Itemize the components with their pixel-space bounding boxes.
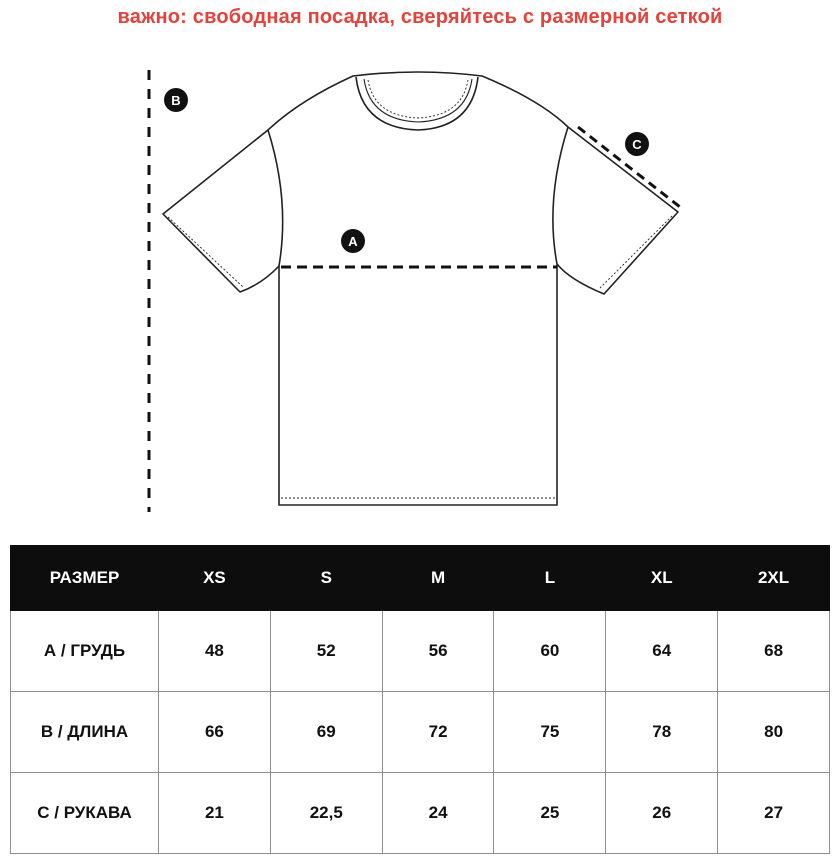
header-size-label: РАЗМЕР (11, 546, 159, 611)
header-size-xs: XS (159, 546, 271, 611)
table-cell: 60 (494, 611, 606, 692)
header-size-s: S (270, 546, 382, 611)
table-cell: 78 (606, 692, 718, 773)
marker-c-badge (625, 132, 649, 156)
header-size-l: L (494, 546, 606, 611)
table-cell: 27 (718, 773, 830, 854)
row-label-chest: А / ГРУДЬ (11, 611, 159, 692)
table-cell: 80 (718, 692, 830, 773)
table-cell: 72 (382, 692, 494, 773)
row-label-length: В / ДЛИНА (11, 692, 159, 773)
size-chart-table (10, 545, 830, 854)
table-cell: 64 (606, 611, 718, 692)
table-cell: 21 (159, 773, 271, 854)
table-cell: 66 (159, 692, 271, 773)
table-cell: 25 (494, 773, 606, 854)
table-cell: 68 (718, 611, 830, 692)
size-header-row (11, 546, 830, 611)
marker-a-badge (341, 229, 365, 253)
marker-a-label: A (348, 234, 358, 249)
table-row-chest (11, 611, 830, 692)
header-size-xl: XL (606, 546, 718, 611)
table-row-length (11, 692, 830, 773)
table-cell: 56 (382, 611, 494, 692)
marker-c-label: C (632, 137, 642, 152)
fit-notice: важно: свободная посадка, сверяйтесь с размерной сеткой (117, 6, 723, 28)
header-size-m: M (382, 546, 494, 611)
marker-b-label: B (171, 93, 181, 108)
marker-b-badge (164, 88, 188, 112)
header-size-2xl: 2XL (718, 546, 830, 611)
table-row-sleeve (11, 773, 830, 854)
tshirt-outline (163, 72, 678, 505)
row-label-sleeve: С / РУКАВА (11, 773, 159, 854)
table-cell: 48 (159, 611, 271, 692)
table-cell: 75 (494, 692, 606, 773)
tshirt-diagram (0, 40, 840, 520)
table-cell: 26 (606, 773, 718, 854)
table-cell: 69 (270, 692, 382, 773)
table-cell: 22,5 (270, 773, 382, 854)
table-cell: 52 (270, 611, 382, 692)
table-cell: 24 (382, 773, 494, 854)
